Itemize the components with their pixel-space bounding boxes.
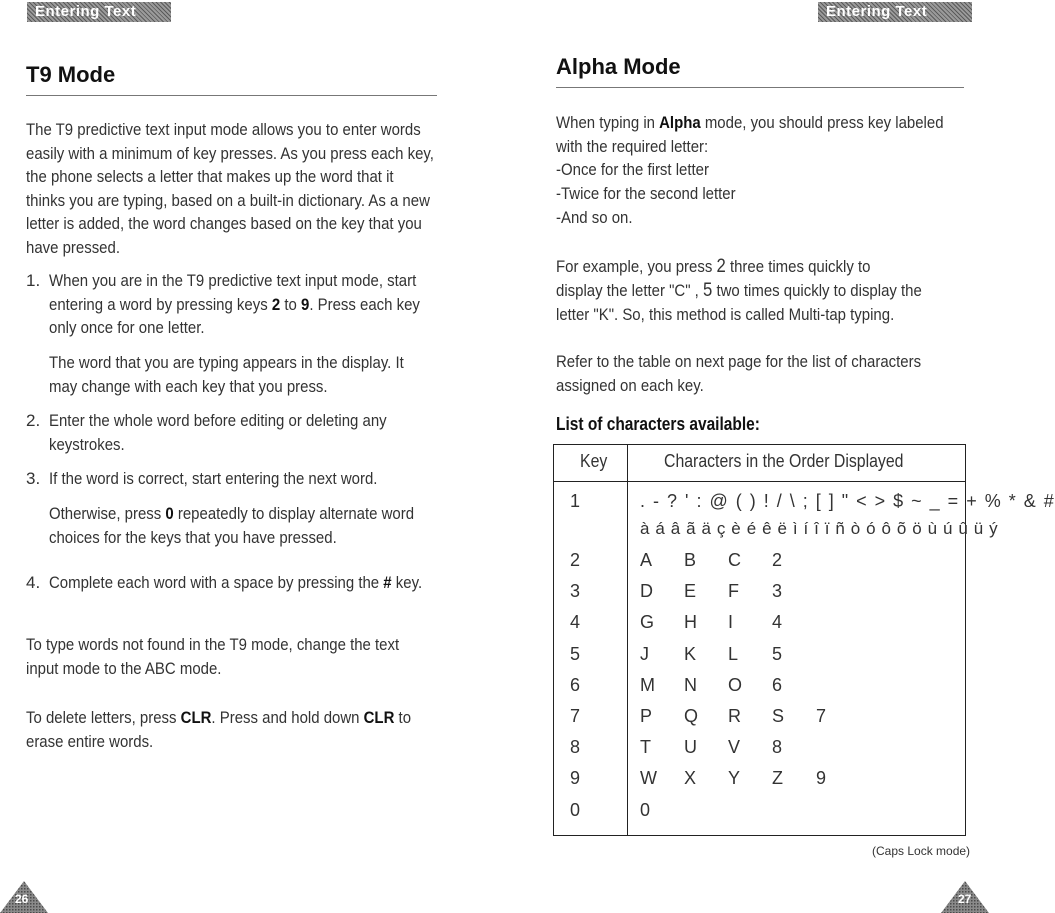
step-3-text: If the word is correct, start entering the next word. [49, 469, 378, 488]
table-char-3-2: E [684, 581, 697, 602]
table-char-9-5: 9 [816, 768, 827, 789]
alpha-intro-a: When typing in [556, 113, 660, 132]
step-4-number: 4. [26, 573, 41, 592]
line-once: -Once for the first letter [556, 160, 709, 179]
example-key-5: 5 [702, 280, 713, 301]
clr-key-label-1: CLR [180, 708, 212, 727]
table-char-2-2: B [684, 550, 697, 570]
clr-paragraph-a: To delete letters, press [26, 708, 181, 727]
section-banner-left [27, 2, 171, 22]
table-header-divider [554, 481, 965, 482]
alpha-mode-title: Alpha Mode [556, 54, 681, 79]
table-char-6-4: 6 [772, 674, 783, 695]
page-number-left: 26 [15, 892, 29, 906]
table-column-divider [627, 445, 628, 835]
t9-intro-paragraph: The T9 predictive text input mode allows you to enter words easily with a minimum of key presses. As you press each key, the phone selects a letter that makes up the word that it thinks you are typing, based on a built-in dictionary. As a new letter is added, the word changes based on the key that you have pressed. [26, 120, 434, 257]
refer-paragraph: Refer to the table on next page for the list of characters assigned on each key. [556, 352, 922, 395]
example-1-b: three times quickly to [725, 257, 871, 276]
table-char-5-3: L [728, 643, 739, 664]
table-char-2-1: A [640, 550, 653, 570]
table-char-8-3: V [728, 737, 741, 758]
table-char-2-4: 2 [772, 550, 783, 570]
table-char-6-1: M [640, 674, 655, 695]
step-1-text-a: When you are in the T9 predictive text input mode, start entering a word by pressing keys [49, 271, 417, 314]
step-3-note-b: repeatedly to display alternate word choices for the keys that you have pressed. [49, 504, 415, 547]
table-char-8-4: 8 [772, 737, 783, 758]
section-banner-right [818, 2, 972, 22]
example-2-b: two times quickly to display the [712, 281, 922, 300]
step-3-note-a: Otherwise, press [49, 504, 166, 523]
table-char-7-5: 7 [816, 706, 827, 726]
table-char-2-3: C [728, 550, 741, 570]
table-char-6-3: O [728, 674, 743, 695]
alpha-intro-paragraph [556, 111, 965, 158]
table-char-4-3: I [728, 612, 734, 633]
step-1-text [49, 269, 436, 340]
clr-paragraph-c: to erase entire words. [26, 708, 412, 751]
table-char-5-4: 5 [772, 643, 783, 664]
title-rule-left [26, 95, 437, 96]
table-char-4-4: 4 [772, 612, 783, 633]
table-header-key: Key [580, 451, 608, 471]
step-2-number: 2. [26, 411, 41, 430]
table-row-key-4: 4 [570, 612, 581, 633]
table-char-9-3: Y [728, 768, 741, 789]
table-char-4-1: G [640, 612, 655, 633]
clr-paragraph [26, 706, 435, 753]
table-char-8-1: T [640, 737, 651, 758]
step-1-number: 1. [26, 271, 41, 290]
step-3-note [49, 502, 436, 549]
table-char-9-2: X [684, 768, 697, 789]
table-row-key-3: 3 [570, 581, 581, 602]
character-table [553, 444, 1055, 836]
table-char-3-1: D [640, 581, 653, 602]
caps-lock-caption: (Caps Lock mode) [872, 844, 971, 858]
table-char-7-1: P [640, 706, 653, 726]
step-1-note: The word that you are typing appears in the display. It may change with each key that you press. [49, 353, 404, 396]
clr-paragraph-b: . Press and hold down [211, 708, 364, 727]
line-and-so-on: -And so on. [556, 208, 633, 227]
line-twice: -Twice for the second letter [556, 184, 736, 203]
t9-mode-title: T9 Mode [26, 62, 116, 87]
table-row-key-7: 7 [570, 706, 581, 726]
step-4-text-b: key. [391, 573, 423, 592]
table-char-3-4: 3 [772, 581, 783, 602]
example-key-2: 2 [716, 256, 726, 277]
key-1-accents: à á â ã ä ç è é ê ë ì í î ï ñ ò ó ô õ ö ù ú û ü ý [640, 519, 999, 538]
alpha-bold-word: Alpha [659, 113, 701, 132]
table-char-3-3: F [728, 581, 739, 602]
table-char-6-2: N [684, 674, 697, 695]
table-char-7-4: S [772, 706, 785, 726]
key-0-label: 0 [165, 504, 174, 523]
table-char-7-3: R [728, 706, 741, 726]
example-1-a: For example, you press [556, 257, 717, 276]
table-char-5-2: K [684, 643, 697, 664]
table-row-key-6: 6 [570, 674, 581, 695]
title-rule-right [556, 87, 964, 88]
step-2-text: Enter the whole word before editing or deleting any keystrokes. [49, 411, 387, 454]
table-char-9-4: Z [772, 768, 783, 789]
table-char-9-1: W [640, 768, 657, 789]
table-row-key-1: 1 [570, 491, 581, 511]
example-line-2 [556, 279, 922, 303]
abc-mode-paragraph: To type words not found in the T9 mode, change the text input mode to the ABC mode. [26, 635, 400, 678]
clr-key-label-2: CLR [363, 708, 395, 727]
section-banner-right-label: Entering Text [826, 3, 928, 20]
table-char-0-1: 0 [640, 799, 651, 820]
table-row-key-0: 0 [570, 799, 581, 820]
table-char-5-1: J [640, 643, 649, 664]
table-char-4-2: H [684, 612, 697, 633]
table-row-key-5: 5 [570, 643, 581, 664]
example-2-a: display the letter "C" , [556, 281, 703, 300]
table-row-key-8: 8 [570, 737, 581, 758]
step-4-text-a: Complete each word with a space by pressing the [49, 573, 384, 592]
key-2-label: 2 [271, 294, 281, 314]
example-line-1 [556, 255, 870, 279]
key-9-label: 9 [300, 294, 310, 314]
table-row-key-9: 9 [570, 768, 581, 789]
step-3-number: 3. [26, 469, 41, 488]
section-banner-left-label: Entering Text [35, 3, 137, 20]
key-hash-label: # [383, 573, 392, 592]
step-1-text-b: to [280, 294, 301, 314]
table-header-characters: Characters in the Order Displayed [664, 451, 904, 471]
alpha-intro-b: mode, you should press key labeled with the required letter: [556, 113, 944, 156]
example-line-3: letter "K". So, this method is called Multi-tap typing. [556, 305, 895, 324]
step-4-text [49, 571, 436, 595]
page-number-right: 27 [958, 892, 972, 906]
key-1-symbols: . - ? ' : @ ( ) ! / \ ; [ ] " < > $ ~ _ = + % * & # [640, 491, 1055, 511]
step-1-text-c: . Press each key only once for one letter. [49, 294, 420, 338]
table-char-7-2: Q [684, 706, 699, 726]
list-heading: List of characters available: [556, 414, 760, 434]
table-row-key-2: 2 [570, 550, 581, 570]
table-char-8-2: U [684, 737, 697, 758]
